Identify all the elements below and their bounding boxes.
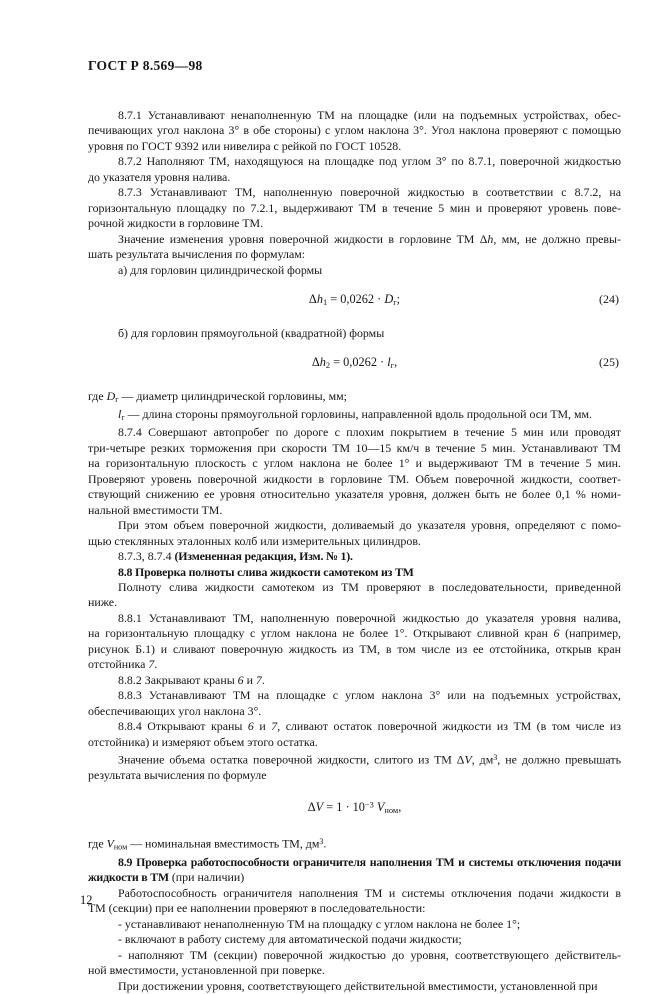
paragraph: [88, 917, 621, 932]
text-line: печивающих угол наклона 3° в обе стороны) с углом наклона 3°. Угол наклона проверяют с помощью: [88, 123, 621, 138]
paragraph: [88, 518, 621, 549]
text-line: на горизонтальную площадку с углом наклона не более 1°. Открывают сливной кран 6 (например,: [88, 626, 621, 641]
paragraph: [88, 750, 621, 784]
text-line: ствующий снижению ее уровня относительно указателя уровня, должен быть не более 0,1 % номи-: [88, 487, 621, 502]
text-line: 8.7.3 Устанавливают ТМ, наполненную поверочной жидкостью в соответствии с 8.7.2, на: [118, 185, 621, 200]
paragraph: [88, 886, 621, 917]
paragraph: [88, 979, 621, 994]
text-line: отстойника 7.: [88, 657, 158, 672]
text-line: результата вычисления по формуле: [88, 768, 267, 783]
text-line: - устанавливают ненаполненную ТМ на площадку с углом наклона не более 1°;: [118, 916, 521, 931]
formula-expression: $\Delta h_2 = 0,0262 \cdot l_г$,: [311, 354, 398, 371]
paragraph: [88, 389, 621, 407]
text-line: жидкости в ТМ (при наличии): [88, 870, 245, 885]
paragraph: [88, 719, 621, 750]
formula: [88, 798, 621, 819]
document-header-standard-number: ГОСТ Р 8.569—98: [88, 58, 203, 73]
formula-number: (25): [599, 354, 619, 369]
paragraph: [88, 185, 621, 231]
text-line: горизонтальную площадку по 7.2.1, выдерживают ТМ в течение 5 мин и проверяют уровень пове-: [88, 200, 621, 215]
text-line: 8.8.3 Устанавливают ТМ на площадке с углом наклона 3° или на подъемных устройствах,: [118, 688, 621, 703]
formula-expression: $\Delta V = 1 \cdot 10^{-3}$ $V_{ном}$,: [307, 800, 402, 816]
text-line: на горизонтальную плоскость с углом наклона не более 1° и выдерживают ТМ в течение 5 мин.: [88, 456, 621, 471]
text-line: 8.8.4 Открывают краны 6 и 7, сливают остаток поверочной жидкости из ТМ (в том числе из: [118, 719, 621, 734]
text-line: 8.7.2 Наполняют ТМ, находящуюся на площадке под углом 3° по 8.7.1, поверочной жидкостью: [118, 154, 621, 169]
text-line: обеспечивающих угол наклона 3°.: [88, 703, 262, 718]
text-line: ТМ (секции) при ее наполнении проверяют в последовательности:: [88, 901, 426, 916]
text-line: 8.7.3, 8.7.4 (Измененная редакция, Изм. № 1).: [118, 549, 353, 564]
text-line: 8.8.2 Закрывают краны 6 и 7.: [118, 672, 265, 687]
text-line: щью стеклянных эталонных колб или измерительных цилиндров.: [88, 533, 421, 548]
text-line: $l_г$ — длина стороны прямоугольной горловины, направленной вдоль продольной оси ТМ, мм.: [118, 406, 592, 422]
text-line: а) для горловин цилиндрической формы: [118, 262, 323, 277]
text-line: Полноту слива жидкости самотеком из ТМ проверяют в последовательности, приведенной: [118, 579, 621, 594]
paragraph: [88, 232, 621, 263]
paragraph: [88, 932, 621, 947]
text-line: 8.8.1 Устанавливают ТМ, наполненную поверочной жидкостью до указателя уровня налива,: [118, 610, 621, 625]
paragraph: [88, 855, 621, 886]
paragraph: [88, 326, 621, 341]
formula-expression: $\Delta h_1 = 0,0262 \cdot D_г$;: [308, 291, 401, 308]
text-line: Значение объема остатка поверочной жидкости, слитого из ТМ ΔV, $дм^3$, не должно превышать: [118, 752, 622, 767]
text-line: ной вместимости, установленной при поверке.: [88, 963, 325, 978]
text-line: ниже.: [88, 595, 118, 610]
text-line: 8.8 Проверка полноты слива жидкости самотеком из ТМ: [118, 564, 414, 579]
document-body: [88, 108, 621, 994]
paragraph: [88, 611, 621, 673]
paragraph: [88, 834, 621, 855]
text-line: отстойника) и измеряют объем этого остатка.: [88, 734, 318, 749]
text-line: - включают в работу систему для автоматической подачи жидкости;: [118, 932, 462, 947]
text-line: три-четыре резких торможения при скорости ТМ 10—15 км/ч в течение 5 мин. Устанавливают ТМ: [88, 440, 621, 455]
text-line: б) для горловин прямоугольной (квадратной) формы: [118, 325, 385, 340]
paragraph: [88, 108, 621, 154]
text-line: При достижении уровня, соответствующего действительной вместимости, установленной при: [118, 978, 598, 993]
text-line: 8.9 Проверка работоспособности ограничителя наполнения ТМ и системы отключения подачи: [118, 854, 621, 869]
paragraph: [88, 549, 621, 564]
text-line: - наполняют ТМ (секции) поверочной жидкостью до уровня, соответствующего действитель-: [118, 947, 621, 962]
paragraph: [88, 425, 621, 518]
text-line: 8.7.4 Совершают автопробег по дороге с плохим покрытием в течение 5 мин или проводят: [118, 425, 621, 440]
paragraph: [88, 948, 621, 979]
formula-number: (24): [599, 291, 619, 306]
paragraph: [88, 673, 621, 688]
formula: [88, 292, 621, 311]
text-line: рочной жидкости в горловине ТМ.: [88, 216, 264, 231]
text-line: уровня по ГОСТ 9392 или нивелира с рейкой по ГОСТ 10528.: [88, 138, 402, 153]
text-line: до указателя уровня налива.: [88, 169, 231, 184]
formula: [88, 355, 621, 374]
text-line: где $D_г$ — диаметр цилиндрической горловины, мм;: [88, 388, 347, 404]
text-line: рисунок Б.1) и сливают поверочную жидкость из ТМ, в том числе из ее отстойника, открыв кран: [88, 641, 621, 656]
paragraph: [88, 580, 621, 611]
text-line: нальной вместимости ТМ.: [88, 502, 223, 517]
text-line: где $V_{ном}$ — номинальная вместимость ТМ, $дм^3$.: [88, 836, 327, 852]
text-line: шать результата вычисления по формулам:: [88, 247, 306, 262]
text-line: 8.7.1 Устанавливают ненаполненную ТМ на площадке (или на подъемных устройствах, обес-: [118, 108, 621, 122]
text-line: При этом объем поверочной жидкости, доливаемый до указателя уровня, определяют с помо-: [118, 518, 621, 533]
page-number: 12: [80, 893, 93, 907]
text-line: Проверяют уровень поверочной жидкости в горловине ТМ. Объем поверочной жидкости, соответ-: [88, 471, 621, 486]
paragraph: [88, 688, 621, 719]
paragraph: [88, 154, 621, 185]
paragraph: [88, 407, 621, 425]
paragraph: [88, 263, 621, 278]
paragraph: [88, 565, 621, 580]
text-line: Значение изменения уровня поверочной жидкости в горловине ТМ Δh, мм, не должно превы-: [118, 231, 621, 246]
text-line: Работоспособность ограничителя наполнения ТМ и системы отключения подачи жидкости в: [118, 885, 621, 900]
